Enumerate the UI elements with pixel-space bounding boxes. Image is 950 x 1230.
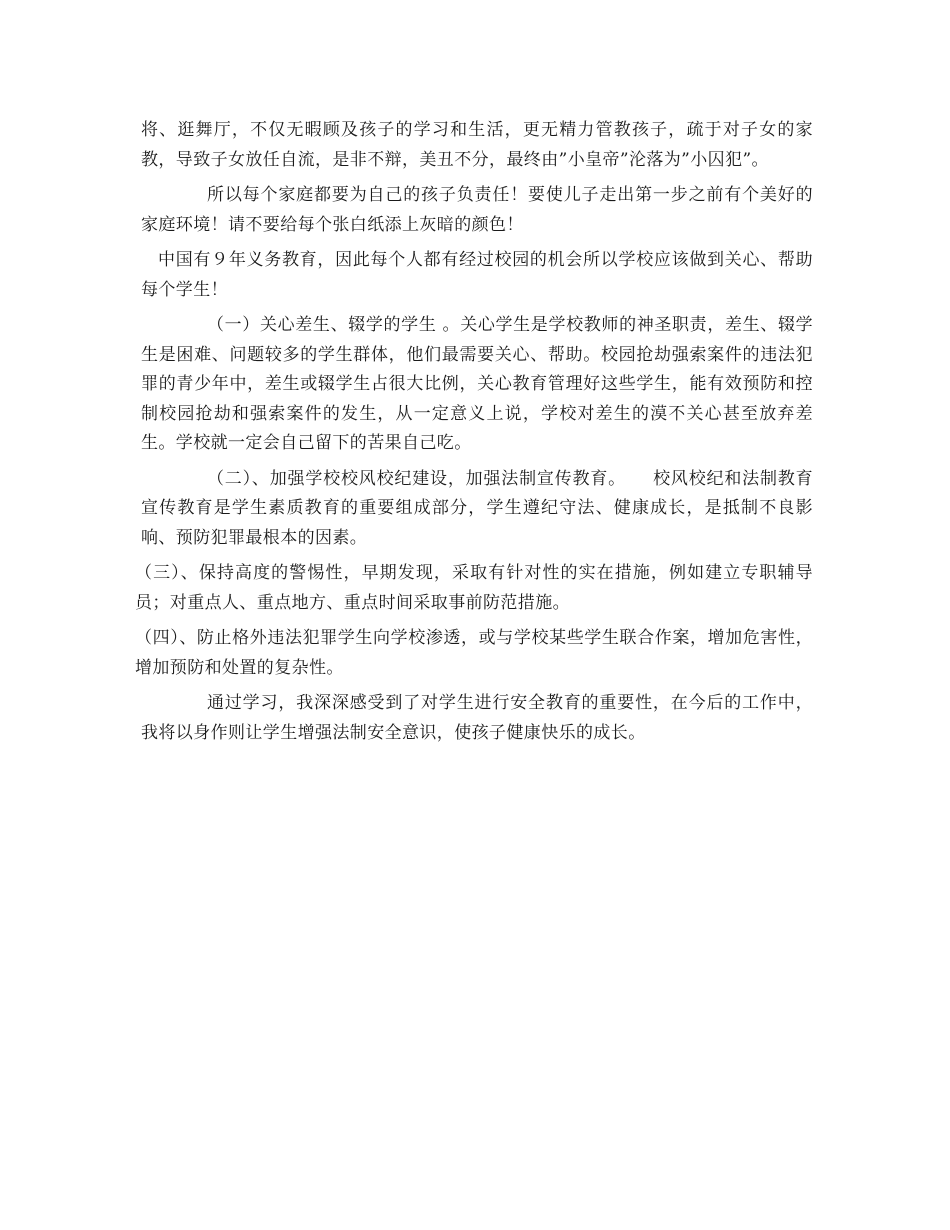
paragraph-compulsory-education: 中国有９年义务教育，因此每个人都有经过校园的机会所以学校应该做到关心、帮助每个学生！ xyxy=(141,250,813,300)
paragraph-point-three: （三）、保持高度的警惕性，早期发现，采取有针对性的实在措施，例如建立专职辅导员；对重点人、重点地方、重点时间采取事前防范措施。 xyxy=(135,563,813,613)
paragraph-point-four: （四）、防止格外违法犯罪学生向学校渗透，或与学校某些学生联合作案，增加危害性，增加预防和处置的复杂性。 xyxy=(135,628,813,678)
paragraph-point-two: （二）、加强学校校风校纪建设，加强法制宣传教育。 校风校纪和法制教育宣传教育是学生素质教育的重要组成部分，学生遵纪守法、健康成长，是抵制不良影响、预防犯罪最根本的因素。 xyxy=(141,468,813,548)
paragraph-conclusion: 通过学习，我深深感受到了对学生进行安全教育的重要性，在今后的工作中，我将以身作则让学生增强法制安全意识，使孩子健康快乐的成长。 xyxy=(141,693,813,743)
document-body xyxy=(135,116,813,754)
paragraph-point-one: （一）关心差生、辍学的学生 。关心学生是学校教师的神圣职责，差生、辍学生是困难、问题较多的学生群体，他们最需要关心、帮助。校园抢劫强索案件的违法犯罪的青少年中，差生或辍学生占很大比例，关心教育管理好这些学生，能有效预防和控制校园抢劫和强索案件的发生，从一定意义上说，学校对差生的漠不关心甚至放弃差生。学校就一定会自己留下的苦果自己吃。 xyxy=(141,315,813,453)
paragraph-continuation: 将、逛舞厅，不仅无暇顾及孩子的学习和生活，更无精力管教孩子，疏于对子女的家教，导致子女放任自流，是非不辩，美丑不分，最终由”小皇帝”沦落为”小囚犯”。 xyxy=(141,120,813,170)
paragraph-family-responsibility: 所以每个家庭都要为自己的孩子负责任！要使儿子走出第一步之前有个美好的家庭环境！请不要给每个张白纸添上灰暗的颜色！ xyxy=(141,185,813,235)
